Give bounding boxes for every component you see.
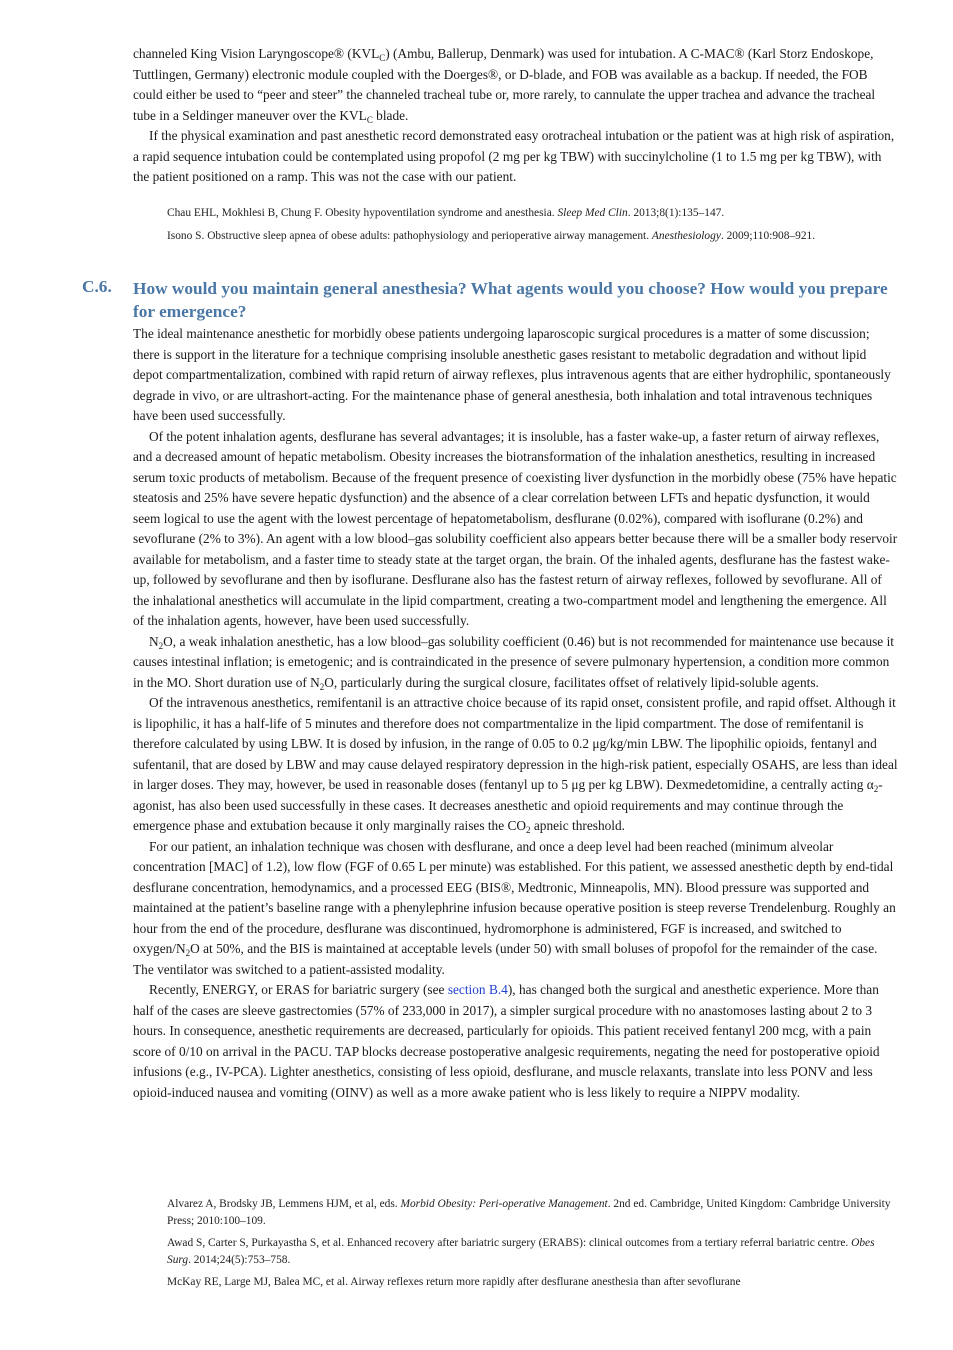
question-heading: How would you maintain general anesthesia? What agents would you choose? How would you prepare for emergence? <box>133 279 888 321</box>
question-number: C.6. <box>82 277 112 296</box>
section-b4-link[interactable]: section B.4 <box>447 982 508 997</box>
paragraph-kvl-intubation: channeled King Vision Laryngoscope® $(KVL_C)$ (Ambu, Ballerup, Denmark) was used for intubation. A C-MAC® (Karl Storz Endoskope, Tuttlingen, Germany) electronic module coupled with the Doerges®, or D-blade, and FOB was available as a backup. If needed, the FOB could either be used to “peer and steer” the channeled tracheal tube or, more rarely, to cannulate the upper trachea and advance the tracheal tube in a Seldinger maneuver over the $KVL_C$ blade. <box>133 46 876 125</box>
references-top <box>133 205 898 250</box>
paragraph-eras-bariatric: Recently, ENERGY, or ERAS for bariatric surgery (see section B.4), has changed both the surgical and anesthetic experience. More than half of the cases are sleeve gastrectomies (57% of 233,000 in 2017), a simpler surgical procedure with no anastomoses lasting about 2 to 3 hours. In consequence, anesthetic requirements are decreased, particularly for opioids. This patient received fentanyl 200 mcg, with a pain score of 0/10 on arrival in the PACU. TAP blocks decrease postoperative analgesic requirements, negating the need for postoperative opioid infusions (e.g., IV-PCA). Lighter anesthetics, consisting of less opioid, desflurane, and muscle relaxants, translate into less PONV and less opioid-induced nausea and vomiting (OINV) as well as a more awake patient who is less likely to require a NIPPV modality. <box>133 982 880 1100</box>
paragraph-our-patient: For our patient, an inhalation technique was chosen with desflurane, and once a deep level had been reached (minimum alveolar concentration [MAC] of 1.2), low flow (FGF of 0.65 L per minute) was established. For this patient, we assessed anesthetic depth by end-tidal desflurane concentration, hemodynamics, and a processed EEG (BIS®, Medtronic, Minneapolis, MN). Blood pressure was supported and maintained at the patient’s baseline range with a phenylephrine infusion because operative position is steep reverse Trendelenburg. Roughly an hour from the end of the procedure, desflurane was discontinued, hydromorphone is administered, FGF is increased, and switched to oxygen/$N_2O$ at 50%, and the BIS is maintained at acceptable levels (under 50) with small boluses of propofol for the remainder of the case. The ventilator was switched to a patient-assisted modality. <box>133 838 896 977</box>
paragraph-intravenous-anesthetics: Of the intravenous anesthetics, remifentanil is an attractive choice because of its rapid onset, consistent profile, and rapid offset. Although it is lipophilic, it has a half-life of 5 minutes and therefore does not compartmentalize in the lipid compartment. The dose of remifentanil is therefore calculated by using LBW. It is dosed by infusion, in the range of 0.05 to 0.2 μg/kg/min LBW. The lipophilic opioids, fentanyl and sufentanil, that are dosed by LBW and may cause delayed respiratory depression in the high-risk patient, especially OSAHS, are less than ideal in larger doses. They may, however, be used in reasonable doses (fentanyl up to 5 μg per kg LBW). Dexmedetomidine, a centrally acting $\alpha_2$-agonist, has also been used successfully in these cases. It decreases anesthetic and opioid requirements and may continue through the emergence phase and extubation because it only marginally raises the $CO_2$ apneic threshold. <box>133 695 898 835</box>
reference-mckay: McKay RE, Large MJ, Balea MC, et al. Airway reflexes return more rapidly after desflurane anesthesia than after sevoflurane <box>167 1276 741 1288</box>
paragraph-nitrous-oxide: $N_2O$, a weak inhalation anesthetic, has a low blood–gas solubility coefficient (0.46) but is not recommended for maintenance use because it causes intestinal inflation; is emetogenic; and is contraindicated in the presence of severe pulmonary hypertension, a condition more common in the MO. Short duration use of $N_2O$, particularly during the surgical closure, facilitates offset of relatively lipid-soluble agents. <box>133 633 894 692</box>
intubation-text-block <box>133 44 898 188</box>
paragraph-inhalation-agents: Of the potent inhalation agents, desflurane has several advantages; it is insoluble, has a faster wake-up, a faster return of airway reflexes, and a decreased amount of hepatic metabolism. Obesity increases the biotransformation of the inhalation anesthetics, resulting in increased serum toxic products of metabolism. Because of the frequent presence of coexisting liver dysfunction in the morbidly obese (75% have hepatic steatosis and 25% have severe hepatic dysfunction) and the absence of a clear correlation between LFTs and hepatic dysfunction, it would seem logical to use the agent with the lowest percentage of hepatometabolism, desflurane (0.02%), compared with isoflurane (0.2%) and sevoflurane (2% to 3%). An agent with a low blood–gas solubility coefficient also appears better because there will be a smaller body reservoir available for metabolism, and a faster time to steady state at the target organ, the brain. Of the inhaled agents, desflurane has the fastest wake-up, followed by sevoflurane and then by isoflurane. Desflurane also has the fastest return of airway reflexes, followed by sevoflurane. All of the inhalational anesthetics will accumulate in the lipid compartment, creating a two-compartment model and lengthening the emergence. All of the inhalation agents, however, have been used successfully. <box>133 428 898 628</box>
paragraph-ideal-maintenance: The ideal maintenance anesthetic for morbidly obese patients undergoing laparoscopic surgical procedures is a matter of some discussion; there is support in the literature for a technique comprising insoluble anesthetic gases resistant to metabolic degradation and without lipid depot compartmentalization, combined with rapid return of airway reflexes, plus intravenous agents that are either hydrophilic, spontaneously degrade in vivo, or are ultrashort-acting. For the maintenance phase of general anesthesia, both inhalation and total intravenous techniques have been used successfully. <box>133 326 891 423</box>
paragraph-rapid-sequence: If the physical examination and past anesthetic record demonstrated easy orotracheal intubation or the patient was at high risk of aspiration, a rapid sequence intubation could be contemplated using propofol (2 mg per kg TBW) with succinylcholine (1 to 1.5 mg per kg TBW), with the patient positioned on a ramp. This was not the case with our patient. <box>133 128 895 184</box>
answer-text-block <box>133 324 898 1103</box>
reference-isono: Isono S. Obstructive sleep apnea of obese adults: pathophysiology and perioperative airway management. Anesthesiology. 2009;110:908–921. <box>167 229 816 242</box>
reference-chau: Chau EHL, Mokhlesi B, Chung F. Obesity hypoventilation syndrome and anesthesia. Sleep Med Clin. 2013;8(1):135–147. <box>167 207 725 219</box>
reference-alvarez: Alvarez A, Brodsky JB, Lemmens HJM, et al, eds. Morbid Obesity: Peri-operative Management. 2nd ed. Cambridge, United Kingdom: Cambridge University Press; 2010:100–109. <box>167 1198 891 1227</box>
reference-awad: Awad S, Carter S, Purkayastha S, et al. Enhanced recovery after bariatric surgery (ERABS): clinical outcomes from a tertiary referral bariatric centre. Obes Surg. 2014;24(5):753–758. <box>167 1237 875 1266</box>
references-bottom <box>133 1196 898 1297</box>
